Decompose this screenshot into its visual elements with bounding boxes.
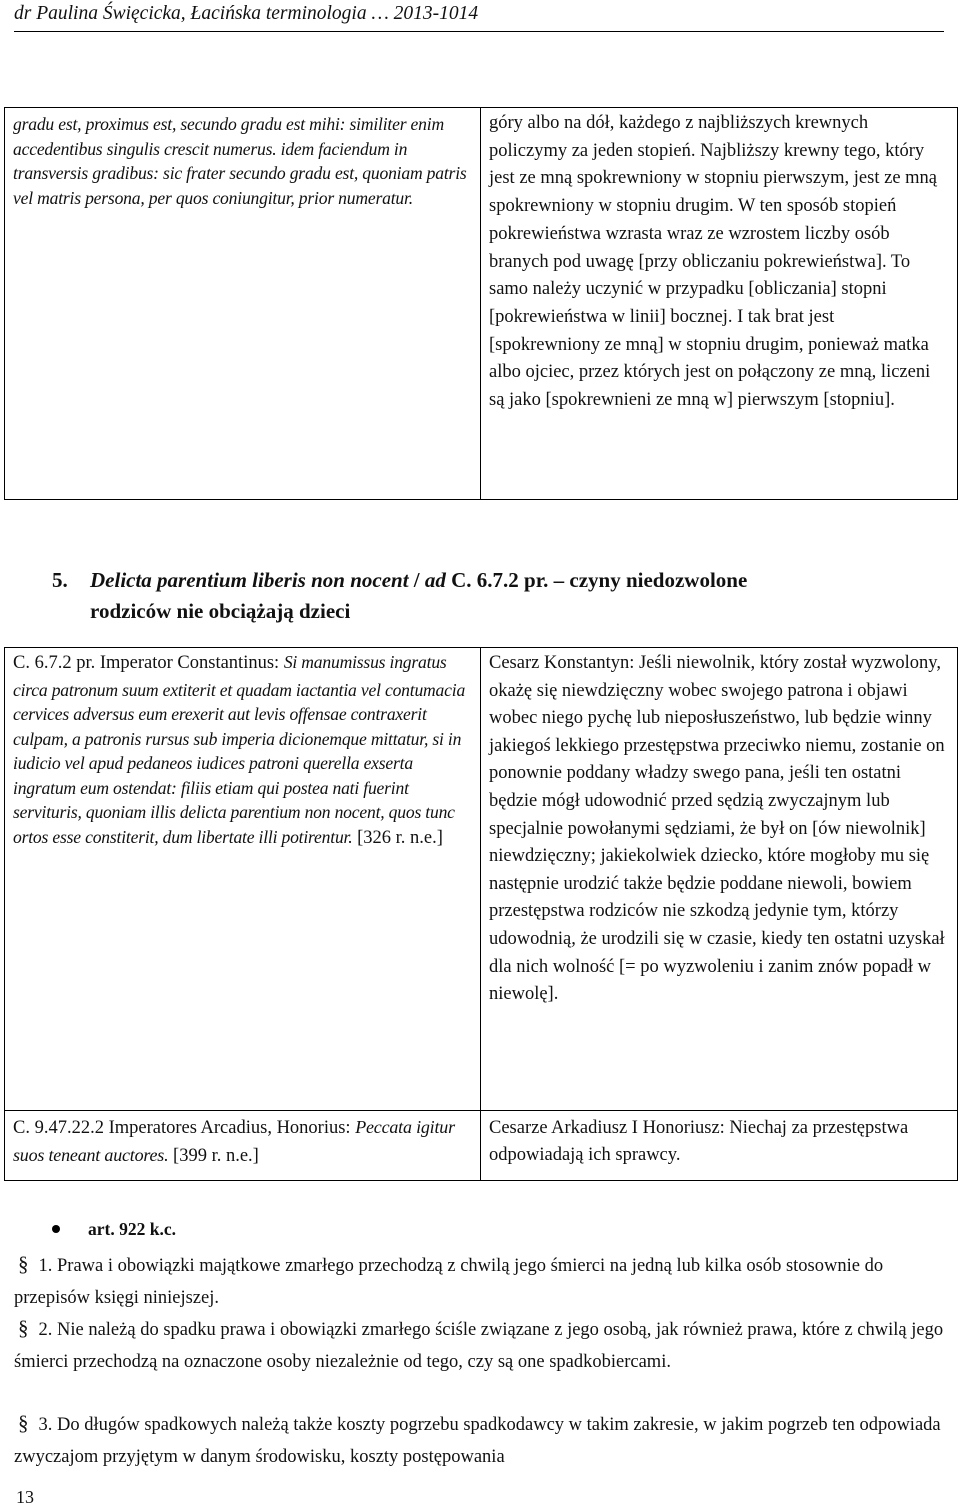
section-sign: § xyxy=(18,1411,29,1435)
paragraph-number: 2. xyxy=(38,1320,53,1340)
article-paragraph-2 xyxy=(14,1313,949,1378)
polish-cell xyxy=(481,648,958,1111)
table-row xyxy=(5,648,958,1111)
section-dash: – xyxy=(548,568,570,592)
source-reference: C. 6.7.2 pr. Imperator Constantinus: xyxy=(13,653,284,673)
date-note: [399 r. n.e.] xyxy=(168,1145,259,1166)
article-heading xyxy=(52,1219,176,1240)
section-title-polish-1: czyny niedozwolone xyxy=(569,568,748,592)
source-reference: C. 9.47.22.2 Imperatores Arcadius, Honorius: xyxy=(13,1118,356,1138)
latin-cell xyxy=(5,108,481,500)
polish-text: Cesarze Arkadiusz I Honoriusz: Niechaj za przestępstwa odpowiadają ich sprawcy. xyxy=(489,1118,909,1165)
date-note: [326 r. n.e.] xyxy=(352,827,443,848)
article-label: art. 922 k.c. xyxy=(88,1219,176,1239)
translation-table-2 xyxy=(4,647,958,1181)
article-paragraph-1 xyxy=(14,1249,949,1314)
latin-text: gradu est, proximus est, secundo gradu est mihi: similiter enim accedentibus singulis crescit numerus. idem faciendum in transversis gradibus: sic frater secundo gradu est, quoniam patris vel matris persona, per quos coniungitur, prior numeratur. xyxy=(13,114,467,208)
translation-table-1 xyxy=(4,107,958,500)
polish-text: Cesarz Konstantyn: Jeśli niewolnik, który został wyzwolony, okażę się niewdzięczny wobec swojego patrona i objawi wobec niego pychę lub nieposłuszeństwo, lub będzie winny jakiegoś lekkiego przestępstwa przeciwko niemu, zostanie on ponownie poddany władzy swego pana, jeśli ten ostatni będzie mógł udowodnić przed sędzią zwyczajnym lub specjalnie powołanymi sędziami, że był on [ów niewolnik] niewdzięczny; jakiekolwiek dziecko, które mogłoby mu się następnie urodzić także będzie poddane niewoli, bowiem przestępstwa rodziców nie szkodzą jedynie tym, którzy udowodnią, że urodzili się w czasie, kiedy ten ostatni uzyskał dla nich wolność [= po wyzwoleniu i zanim znów popadł w niewolę]. xyxy=(489,653,945,1005)
bullet-icon xyxy=(52,1225,60,1233)
paragraph-text: Do długów spadkowych należą także koszty pogrzebu spadkodawcy w takim zakresie, w jakim pogrzeb ten odpowiada zwyczajom przyjętym w danym środowisku, koszty postępowania xyxy=(14,1415,941,1467)
section-sign: § xyxy=(18,1252,29,1276)
paragraph-text: Prawa i obowiązki majątkowe zmarłego przechodzą z chwilą jego śmierci na jedną lub kilka osób stosownie do przepisów księgi niniejszej. xyxy=(14,1256,884,1308)
section-title-latin: Delicta parentium liberis non nocent xyxy=(90,568,409,592)
latin-cell xyxy=(5,1111,481,1181)
section-sign: § xyxy=(18,1316,29,1340)
table-row xyxy=(5,108,958,500)
latin-text: Peccata igitur suos teneant auctores. xyxy=(13,1117,455,1165)
table-row xyxy=(5,1111,958,1181)
polish-cell xyxy=(481,1111,958,1181)
latin-text: Si manumissus ingratus circa patronum suum extiterit et quadam iactantia vel contumacia cervices adversus eum erexerit aut levis offensae contraxerit culpam, a patronis rursus sub imperia dicionemque mittatur, si in iudicio vel apud pedaneos iudices patroni querella exserta ingratum eum ostendat: filiis etiam qui postea nati fuerint servituris, quoniam illis delicta parentium non nocent, quos tunc ortos esse constiterit, dum libertate illi potirentur. xyxy=(13,652,466,847)
page-number: 13 xyxy=(16,1487,34,1507)
section-separator: / xyxy=(408,568,425,592)
section-number: 5. xyxy=(52,568,68,592)
paragraph-number: 1. xyxy=(38,1256,53,1276)
latin-cell xyxy=(5,648,481,1111)
polish-cell xyxy=(481,108,958,500)
section-ad: ad xyxy=(424,568,446,592)
paragraph-number: 3. xyxy=(38,1415,53,1435)
paragraph-text: Nie należą do spadku prawa i obowiązki zmarłego ściśle związane z jego osobą, jak również prawa, które z chwilą jego śmierci przechodzą na oznaczone osoby niezależnie od tego, czy są one spadkobiercami. xyxy=(14,1320,944,1372)
article-paragraph-3 xyxy=(14,1408,949,1473)
section-title xyxy=(52,565,747,627)
section-title-polish-2: rodziców nie obciążają dzieci xyxy=(90,599,351,623)
section-reference: C. 6.7.2 pr. xyxy=(445,568,549,592)
polish-text: góry albo na dół, każdego z najbliższych krewnych policzymy za jeden stopień. Najbliższy krewny tego, który jest ze mną spokrewniony w stopniu pierwszym, jest ze mną spokrewniony w stopniu drugim. W ten sposób stopień pokrewieństwa wzrasta wraz ze wzrostem liczby osób branych pod uwagę [przy obliczaniu pokrewieństwa]. To samo należy uczynić w przypadku [obliczania] stopni [pokrewieństwa w linii] bocznej. I tak brat jest [spokrewniony ze mną] w stopniu drugim, ponieważ matka albo ojciec, przez których jest on połączony ze mną, liczeni są jako [spokrewnieni ze mną w] pierwszym [stopniu]. xyxy=(489,113,938,411)
page-header: dr Paulina Święcicka, Łacińska terminologia … 2013-1014 xyxy=(14,3,944,32)
